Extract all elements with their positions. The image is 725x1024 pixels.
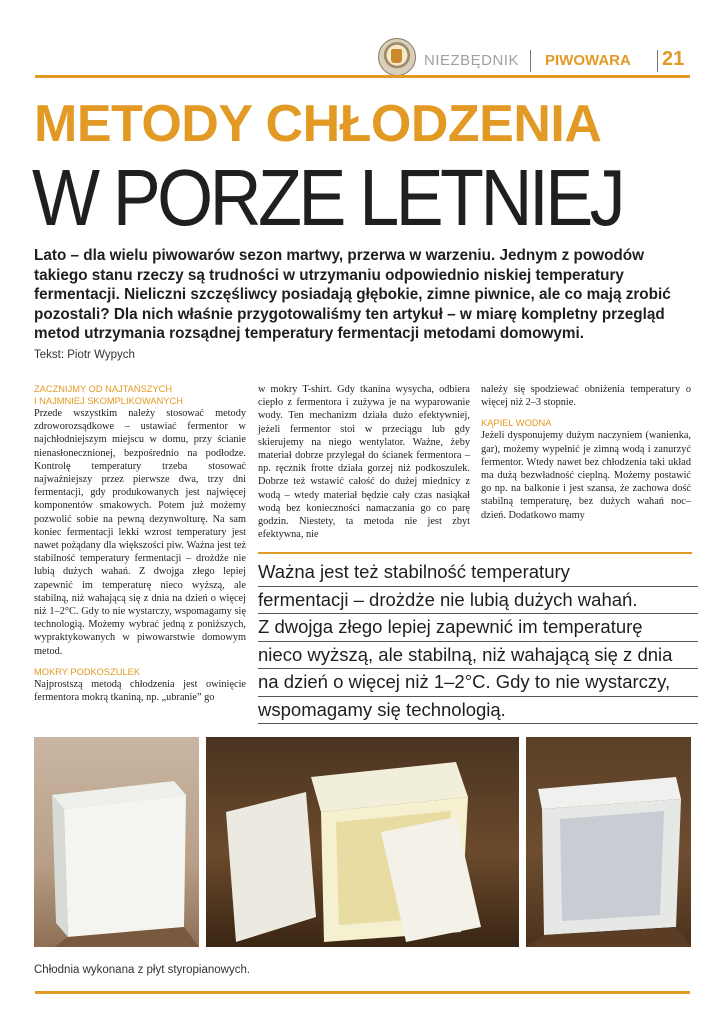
pullquote-line: wspomagamy się technologią. [258, 697, 698, 725]
pullquote-line: Z dwojga złego lepiej zapewnić im temperaturę [258, 614, 698, 642]
photo-open-box [206, 737, 519, 947]
photo-caption: Chłodnia wykonana z płyt styropianowych. [34, 964, 251, 976]
lead-paragraph: Lato – dla wielu piwowarów sezon martwy, przerwa w warzeniu. Jednym z powodów takiego stanu rzeczy są trudności w utrzymaniu odpowiednio niskiej temperatury fermentacji. Nieliczni szczęśliwcy posiadają głębokie, zimne piwnice, ale co mają zrobić pozostali? Dla nich właśnie przygotowaliśmy ten artykuł – w miarę kompletny przegląd metod utrzymania rozsądnej temperatury fermentacji metodami domowymi. [34, 247, 671, 342]
header-divider [530, 50, 531, 72]
pullquote-line: na dzień o więcej niż 1–2°C. Gdy to nie wystarczy, [258, 669, 698, 697]
text-column-2 [258, 383, 470, 541]
header-divider [657, 50, 658, 72]
paragraph: Jeżeli dysponujemy dużym naczyniem (wanienka, gar), możemy wypełnić je zimną wodą i zanurzyć fermentor. Wtedy nawet bez chłodzenia taki układ ma dużą bezwładność cieplną. Możemy postawić go np. na balkonie i jest szansa, że zachowa dość stabilną temperaturę, bez dużych wahań noc–dzień. Dodatkowo mamy [481, 430, 691, 521]
page-number: 21 [662, 48, 685, 70]
subheading: I NAJMNIEJ SKOMPLIKOWANYCH [34, 396, 183, 406]
paragraph: Przede wszystkim należy stosować metody zdroworozsądkowe – ustawiać fermentor w najchłodniejszym miejscu w domu, przy ścianie nienasłonecznionej, bezpośrednio na podłodze. Kontrolę temperatury trzeba stosować najważniejszy przez pierwsze dwa, trzy dni fermentacji, gdy produkowanych jest najwięcej komponentów smakowych. Potem już możemy pozwolić sobie na pewną dezynwolturę. Na sam koniec fermentacji lekki wzrost temperatury jest nawet pożądany dla większości piw. Ważna jest też stabilność temperatury fermentacji – drożdże nie lubią dużych wahań. Z dwojga złego lepiej zapewnić im temperaturę nieco wyższą, ale stabilną, niż wahającą się z dnia na dzień o więcej niż 1–2°C. Gdy to nie wystarczy, wspomagamy się technologią. Możemy wybrać jedną z poniższych, wypraktykowanych w piwowarstwie domowym metod. [34, 408, 246, 657]
title-line-1: METODY CHŁODZENIA [34, 95, 602, 153]
pullquote-line: Ważna jest też stabilność temperatury [258, 559, 698, 587]
text-column-3 [481, 383, 691, 522]
paragraph: w mokry T-shirt. Gdy tkanina wysycha, odbiera ciepło z fermentora i zużywa je na wyparowanie wody. Ten mechanizm działa dużo efektywniej, jeżeli fermentor stoi w przeciągu lub gdy skierujemy na niego wentylator. Ważne, żeby materiał dobrze przylegał do ścianek fermentora – np. ręcznik frotte działa gorzej niż podkoszulek. Dobrze też wstawić całość do dużej miednicy z wodą – wtedy materiał będzie cały czas nasiąkał wodą bez konieczności namaczania go co parę godzin. Niestety, ta metoda nie jest zbyt efektywna, nie [258, 384, 470, 541]
pullquote-rule [258, 552, 692, 554]
paragraph: Najprostszą metodą chłodzenia jest owinięcie fermentora mokrą tkaniną, np. „ubranie” go [34, 678, 246, 704]
header-section: NIEZBĘDNIK [424, 52, 520, 69]
magazine-logo [378, 38, 416, 76]
photo-closed-box [34, 737, 199, 947]
photo-box-frame [526, 737, 691, 947]
pullquote-line: fermentacji – drożdże nie lubią dużych wahań. [258, 587, 698, 615]
text-column-1 [34, 383, 246, 704]
pullquote-line: nieco wyższą, ale stabilną, niż wahającą się z dnia [258, 642, 698, 670]
footer-rule [35, 991, 690, 994]
subheading: ZACZNIJMY OD NAJTAŃSZYCH [34, 384, 173, 394]
subheading: KĄPIEL WODNA [481, 418, 552, 429]
subheading: MOKRY PODKOSZULEK [34, 666, 141, 677]
title-line-2: W PORZE LETNIEJ [32, 153, 623, 242]
pullquote [258, 559, 698, 724]
byline: Tekst: Piotr Wypych [34, 349, 135, 361]
paragraph: należy się spodziewać obniżenia temperatury o więcej niż 2–3 stopnie. [481, 384, 691, 409]
header-category: PIWOWARA [545, 52, 631, 69]
header-rule [35, 75, 690, 78]
